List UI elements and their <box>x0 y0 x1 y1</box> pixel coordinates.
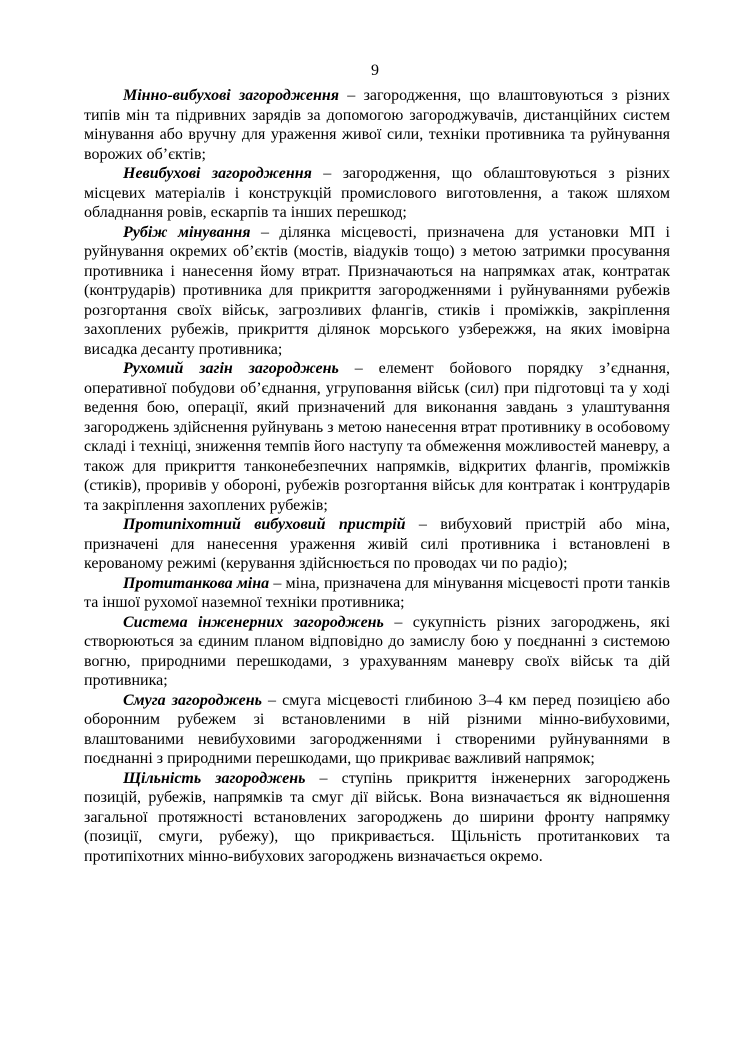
definition-entry <box>84 515 670 574</box>
entry-definition: – смуга місцевості глибиною 3–4 км перед позицією або оборонним рубежем зі встановленими в ній різними мінно-вибуховими, влаштованими невибуховими загородженнями і створеними руйнуваннями в поєднанні з природними перешкодами, що прикриває важливий напрямок; <box>84 691 671 767</box>
entry-term: Протипіхотний вибуховий пристрій <box>123 516 406 533</box>
entry-definition: – ділянка місцевості, призначена для установки МП і руйнування окремих об’єктів (мостів, віадуків тощо) з метою затримки просування противника і нанесення йому втрат. Призначаються на напрямках атак, контратак (контрударів) противника для прикриття загородженнями і руйнуваннями рубежів розгортання своїх військ, загрозливих флангів, стиків і проміжків, закріплення захоплених рубежів, прикриття ділянок морського узбережжя, на яких імовірна висадка десанту противника; <box>84 223 670 358</box>
entry-definition: – міна, призначена для мінування місцевості проти танків та іншої рухомої наземної техніки противника; <box>84 574 670 611</box>
entry-definition: – загородження, що облаштовуються з різних місцевих матеріалів і конструкцій промислового виготовлення, а також шляхом обладнання ровів, ескарпів та інших перешкод; <box>84 165 670 221</box>
definition-entry <box>84 86 670 164</box>
definition-entry <box>84 359 670 515</box>
entry-term: Рухомий загін загороджень <box>123 360 339 377</box>
entry-definition: – елемент бойового порядку з’єднання, оперативної побудови об’єднання, угруповання військ (сил) при підготовці та у ході ведення бою, операції, який призначений для виконання завдань з улаштування загороджень здійснення руйнувань з метою нанесення втрат противнику в особовому складі і техніці, зниження темпів його наступу та обмеження можливостей маневру, а також для прикриття танконебезпечних напрямків, відкритих флангів, проміжків (стиків), проривів у обороні, рубежів розгортання військ для контратак і контрударів та закріплення захоплених рубежів; <box>84 360 670 514</box>
entry-term: Протитанкова міна <box>123 574 270 592</box>
page-number: 9 <box>371 62 379 79</box>
entry-term: Система інженерних загороджень <box>123 613 384 631</box>
entry-term: Смуга загороджень <box>123 691 262 709</box>
entry-definition: – сукупність різних загороджень, які створюються за єдиним планом відповідно до замислу бою у поєднанні з системою вогню, природними перешкодами, з урахуванням маневру своїх військ та дій противника; <box>84 613 671 689</box>
entry-term: Невибухові загородження <box>123 165 312 182</box>
definition-entry <box>84 164 670 223</box>
definition-entry <box>84 691 670 769</box>
entry-definition: – вибуховий пристрій або міна, призначені для нанесення ураження живій силі противника і встановлені в керованому режимі (керування здійснюється по проводах чи по радіо); <box>84 516 670 572</box>
definition-entry <box>84 613 670 691</box>
entry-definition: – загородження, що влаштовуються з різних типів мін та підривних зарядів за допомогою загороджувачів, дистанційних систем мінування або вручну для ураження живої сили, техніки противника та руйнування ворожих об’єктів; <box>84 87 670 163</box>
entry-term: Мінно-вибухові загородження <box>123 87 339 104</box>
document-body <box>84 86 670 866</box>
definition-entry <box>84 769 670 867</box>
entry-term: Рубіж мінування <box>123 223 251 241</box>
entry-definition: – ступінь прикриття інженерних загороджень позицій, рубежів, напрямків та смуг дії військ. Вона визначається як відношення загальної протяжності встановлених загороджень до ширини фронту напрямку (позиції, смуги, рубежу), що прикривається. Щільність протитанкових та протипіхотних мінно-вибухових загороджень визначається окремо. <box>84 769 670 865</box>
definition-entry <box>84 223 670 360</box>
entry-term: Щільність загороджень <box>123 769 306 787</box>
definition-entry <box>84 574 670 613</box>
